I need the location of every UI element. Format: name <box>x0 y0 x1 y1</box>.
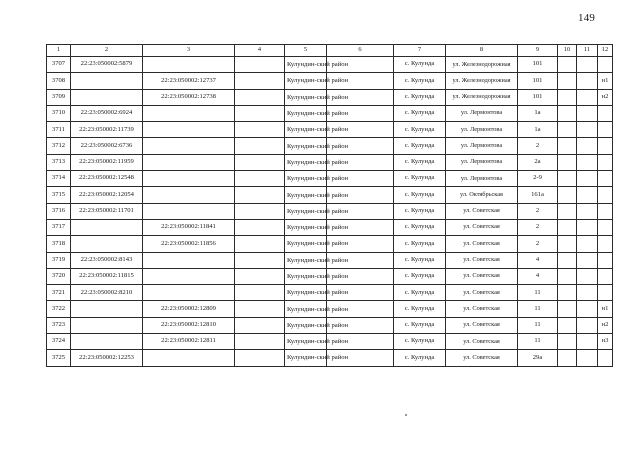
column-11-cell <box>577 236 598 252</box>
column-4-cell <box>235 203 285 219</box>
column-10-cell <box>558 285 577 301</box>
column-header: 8 <box>446 45 518 57</box>
cadastral-number: 22:23:050002:8143 <box>71 252 143 268</box>
row-number: 3710 <box>47 105 71 121</box>
column-10-cell <box>558 138 577 154</box>
column-4-cell <box>235 122 285 138</box>
table-row <box>47 187 613 203</box>
street-name: ул. Советская <box>446 268 518 284</box>
column-11-cell <box>577 317 598 333</box>
column-4-cell <box>235 285 285 301</box>
street-name: ул. Лермонтова <box>446 171 518 187</box>
table-row <box>47 154 613 170</box>
street-name: ул. Лермонтова <box>446 138 518 154</box>
row-number: 3713 <box>47 154 71 170</box>
street-name: ул. Советская <box>446 252 518 268</box>
column-11-cell <box>577 138 598 154</box>
district-name: Кулундин-ский район <box>285 122 327 138</box>
column-header: 1 <box>47 45 71 57</box>
house-number: 101 <box>518 57 558 73</box>
street-name: ул. Железнодорожная <box>446 89 518 105</box>
column-11-cell <box>577 57 598 73</box>
column-header: 5 <box>285 45 327 57</box>
settlement-name: с. Кулунда <box>394 57 446 73</box>
column-10-cell <box>558 171 577 187</box>
house-number: 2 <box>518 138 558 154</box>
column-4-cell <box>235 236 285 252</box>
row-number: 3719 <box>47 252 71 268</box>
table-row <box>47 236 613 252</box>
table-row <box>47 57 613 73</box>
settlement-name: с. Кулунда <box>394 268 446 284</box>
house-number: 1а <box>518 122 558 138</box>
cadastral-number: 22:23:050002:12054 <box>71 187 143 203</box>
settlement-name: с. Кулунда <box>394 105 446 121</box>
cadastral-number: 22:23:050002:5879 <box>71 57 143 73</box>
table-body <box>47 57 613 367</box>
column-4-cell <box>235 350 285 366</box>
column-4-cell <box>235 171 285 187</box>
district-name: Кулундин-ский район <box>285 219 327 235</box>
settlement-name: с. Кулунда <box>394 317 446 333</box>
street-name: ул. Советская <box>446 285 518 301</box>
cadastral-number <box>71 334 143 350</box>
house-number: 11 <box>518 301 558 317</box>
cadastral-number <box>71 73 143 89</box>
table-row <box>47 171 613 187</box>
column-11-cell <box>577 154 598 170</box>
note-mark: н1 <box>598 301 613 317</box>
column-11-cell <box>577 187 598 203</box>
column-10-cell <box>558 105 577 121</box>
column-10-cell <box>558 203 577 219</box>
column-10-cell <box>558 73 577 89</box>
district-name: Кулундин-ский район <box>285 171 327 187</box>
cadastral-number-premises <box>143 105 235 121</box>
column-4-cell <box>235 268 285 284</box>
column-header: 12 <box>598 45 613 57</box>
cadastral-number: 22:23:050002:12253 <box>71 350 143 366</box>
column-11-cell <box>577 285 598 301</box>
cadastral-number-premises: 22:23:050002:12811 <box>143 334 235 350</box>
house-number: 4 <box>518 268 558 284</box>
column-header: 3 <box>143 45 235 57</box>
table-row <box>47 89 613 105</box>
column-header: 4 <box>235 45 285 57</box>
column-header: 6 <box>327 45 394 57</box>
house-number: 1а <box>518 105 558 121</box>
cadastral-number-premises <box>143 285 235 301</box>
table-row <box>47 138 613 154</box>
settlement-name: с. Кулунда <box>394 236 446 252</box>
cadastral-number <box>71 219 143 235</box>
column-10-cell <box>558 219 577 235</box>
house-number: 29а <box>518 350 558 366</box>
district-name: Кулундин-ский район <box>285 236 327 252</box>
house-number: 11 <box>518 317 558 333</box>
cadastral-number: 22:23:050002:6736 <box>71 138 143 154</box>
cadastral-number-premises: 22:23:050002:11841 <box>143 219 235 235</box>
district-name: Кулундин-ский район <box>285 285 327 301</box>
settlement-name: с. Кулунда <box>394 219 446 235</box>
column-11-cell <box>577 268 598 284</box>
district-name: Кулундин-ский район <box>285 89 327 105</box>
house-number: 2 <box>518 203 558 219</box>
cadastral-number-premises <box>143 350 235 366</box>
house-number: 2-9 <box>518 171 558 187</box>
note-mark <box>598 219 613 235</box>
column-4-cell <box>235 105 285 121</box>
cadastral-number: 22:23:050002:11815 <box>71 268 143 284</box>
column-10-cell <box>558 252 577 268</box>
column-11-cell <box>577 105 598 121</box>
row-number: 3724 <box>47 334 71 350</box>
column-10-cell <box>558 317 577 333</box>
street-name: ул. Советская <box>446 317 518 333</box>
note-mark <box>598 138 613 154</box>
cadastral-number-premises <box>143 122 235 138</box>
street-name: ул. Лермонтова <box>446 105 518 121</box>
cadastral-number-premises: 22:23:050002:12809 <box>143 301 235 317</box>
settlement-name: с. Кулунда <box>394 187 446 203</box>
cadastral-number <box>71 89 143 105</box>
column-4-cell <box>235 89 285 105</box>
column-10-cell <box>558 89 577 105</box>
cadastral-number: 22:23:050002:12548 <box>71 171 143 187</box>
district-name: Кулундин-ский район <box>285 187 327 203</box>
column-10-cell <box>558 268 577 284</box>
note-mark <box>598 203 613 219</box>
column-4-cell <box>235 252 285 268</box>
street-name: ул. Советская <box>446 219 518 235</box>
column-10-cell <box>558 122 577 138</box>
street-name: ул. Советская <box>446 334 518 350</box>
table-row <box>47 301 613 317</box>
registry-table <box>46 44 613 367</box>
cadastral-number-premises <box>143 138 235 154</box>
district-name: Кулундин-ский район <box>285 203 327 219</box>
district-name: Кулундин-ский район <box>285 350 327 366</box>
column-11-cell <box>577 350 598 366</box>
row-number: 3717 <box>47 219 71 235</box>
table-row <box>47 268 613 284</box>
table-row <box>47 105 613 121</box>
settlement-name: с. Кулунда <box>394 334 446 350</box>
cadastral-number <box>71 317 143 333</box>
row-number: 3722 <box>47 301 71 317</box>
column-11-cell <box>577 203 598 219</box>
row-number: 3718 <box>47 236 71 252</box>
page-number: 149 <box>578 12 596 24</box>
column-10-cell <box>558 334 577 350</box>
column-4-cell <box>235 334 285 350</box>
row-number: 3723 <box>47 317 71 333</box>
column-header: 2 <box>71 45 143 57</box>
row-number: 3711 <box>47 122 71 138</box>
note-mark: н1 <box>598 73 613 89</box>
table-row <box>47 317 613 333</box>
street-name: ул. Железнодорожная <box>446 73 518 89</box>
street-name: ул. Лермонтова <box>446 122 518 138</box>
house-number: 2а <box>518 154 558 170</box>
cadastral-number-premises <box>143 57 235 73</box>
cadastral-number: 22:23:050002:11739 <box>71 122 143 138</box>
district-name: Кулундин-ский район <box>285 301 327 317</box>
table-row <box>47 73 613 89</box>
column-4-cell <box>235 187 285 203</box>
cadastral-number-premises <box>143 171 235 187</box>
column-header: 10 <box>558 45 577 57</box>
note-mark <box>598 187 613 203</box>
column-11-cell <box>577 219 598 235</box>
column-10-cell <box>558 350 577 366</box>
settlement-name: с. Кулунда <box>394 350 446 366</box>
street-name: ул. Советская <box>446 350 518 366</box>
cadastral-number-premises <box>143 187 235 203</box>
column-header: 9 <box>518 45 558 57</box>
cadastral-number-premises: 22:23:050002:11856 <box>143 236 235 252</box>
note-mark <box>598 252 613 268</box>
column-4-cell <box>235 154 285 170</box>
note-mark <box>598 105 613 121</box>
settlement-name: с. Кулунда <box>394 73 446 89</box>
column-4-cell <box>235 301 285 317</box>
column-4-cell <box>235 317 285 333</box>
cadastral-number: 22:23:050002:11701 <box>71 203 143 219</box>
house-number: 2 <box>518 219 558 235</box>
row-number: 3716 <box>47 203 71 219</box>
column-10-cell <box>558 301 577 317</box>
cadastral-number-premises: 22:23:050002:12737 <box>143 73 235 89</box>
street-name: ул. Октябрьская <box>446 187 518 203</box>
column-11-cell <box>577 301 598 317</box>
house-number: 11 <box>518 285 558 301</box>
cadastral-number-premises <box>143 203 235 219</box>
district-name: Кулундин-ский район <box>285 105 327 121</box>
street-name: ул. Лермонтова <box>446 154 518 170</box>
row-number: 3715 <box>47 187 71 203</box>
note-mark <box>598 350 613 366</box>
settlement-name: с. Кулунда <box>394 252 446 268</box>
table-row <box>47 219 613 235</box>
note-mark <box>598 122 613 138</box>
house-number: 4 <box>518 252 558 268</box>
row-number: 3712 <box>47 138 71 154</box>
column-header: 11 <box>577 45 598 57</box>
cadastral-number-premises <box>143 268 235 284</box>
settlement-name: с. Кулунда <box>394 154 446 170</box>
column-11-cell <box>577 73 598 89</box>
district-name: Кулундин-ский район <box>285 154 327 170</box>
cadastral-number-premises <box>143 154 235 170</box>
table-row <box>47 350 613 366</box>
cadastral-number-premises: 22:23:050002:12738 <box>143 89 235 105</box>
note-mark: н3 <box>598 334 613 350</box>
note-mark <box>598 236 613 252</box>
column-11-cell <box>577 334 598 350</box>
row-number: 3720 <box>47 268 71 284</box>
column-4-cell <box>235 73 285 89</box>
note-mark <box>598 57 613 73</box>
note-mark <box>598 154 613 170</box>
header-row <box>47 45 613 57</box>
house-number: 11 <box>518 334 558 350</box>
district-name: Кулундин-ский район <box>285 138 327 154</box>
cadastral-number-premises <box>143 252 235 268</box>
street-name: ул. Советская <box>446 203 518 219</box>
row-number: 3707 <box>47 57 71 73</box>
note-mark: н2 <box>598 89 613 105</box>
column-11-cell <box>577 89 598 105</box>
cadastral-number: 22:23:050002:8210 <box>71 285 143 301</box>
table-row <box>47 122 613 138</box>
note-mark <box>598 268 613 284</box>
cadastral-number <box>71 301 143 317</box>
row-number: 3714 <box>47 171 71 187</box>
street-name: ул. Советская <box>446 301 518 317</box>
note-mark: н2 <box>598 317 613 333</box>
district-name: Кулундин-ский район <box>285 73 327 89</box>
street-name: ул. Железнодорожная <box>446 57 518 73</box>
row-number: 3721 <box>47 285 71 301</box>
row-number: 3709 <box>47 89 71 105</box>
district-name: Кулундин-ский район <box>285 268 327 284</box>
row-number: 3708 <box>47 73 71 89</box>
district-name: Кулундин-ский район <box>285 317 327 333</box>
table-row <box>47 285 613 301</box>
table-row <box>47 203 613 219</box>
column-4-cell <box>235 57 285 73</box>
column-4-cell <box>235 138 285 154</box>
column-11-cell <box>577 122 598 138</box>
column-10-cell <box>558 236 577 252</box>
settlement-name: с. Кулунда <box>394 122 446 138</box>
settlement-name: с. Кулунда <box>394 203 446 219</box>
district-name: Кулундин-ский район <box>285 252 327 268</box>
column-header: 7 <box>394 45 446 57</box>
house-number: 101 <box>518 89 558 105</box>
house-number: 161а <box>518 187 558 203</box>
district-name: Кулундин-ский район <box>285 334 327 350</box>
cadastral-number: 22:23:050002:6924 <box>71 105 143 121</box>
cadastral-number-premises: 22:23:050002:12810 <box>143 317 235 333</box>
column-11-cell <box>577 171 598 187</box>
column-11-cell <box>577 252 598 268</box>
note-mark <box>598 171 613 187</box>
cadastral-number <box>71 236 143 252</box>
cadastral-number: 22:23:050002:11959 <box>71 154 143 170</box>
column-4-cell <box>235 219 285 235</box>
column-10-cell <box>558 57 577 73</box>
table-row <box>47 334 613 350</box>
row-number: 3725 <box>47 350 71 366</box>
settlement-name: с. Кулунда <box>394 171 446 187</box>
column-10-cell <box>558 187 577 203</box>
column-10-cell <box>558 154 577 170</box>
settlement-name: с. Кулунда <box>394 285 446 301</box>
scan-speck <box>405 414 407 416</box>
district-name: Кулундин-ский район <box>285 57 327 73</box>
settlement-name: с. Кулунда <box>394 301 446 317</box>
settlement-name: с. Кулунда <box>394 138 446 154</box>
house-number: 101 <box>518 73 558 89</box>
house-number: 2 <box>518 236 558 252</box>
note-mark <box>598 285 613 301</box>
street-name: ул. Советская <box>446 236 518 252</box>
settlement-name: с. Кулунда <box>394 89 446 105</box>
table-row <box>47 252 613 268</box>
